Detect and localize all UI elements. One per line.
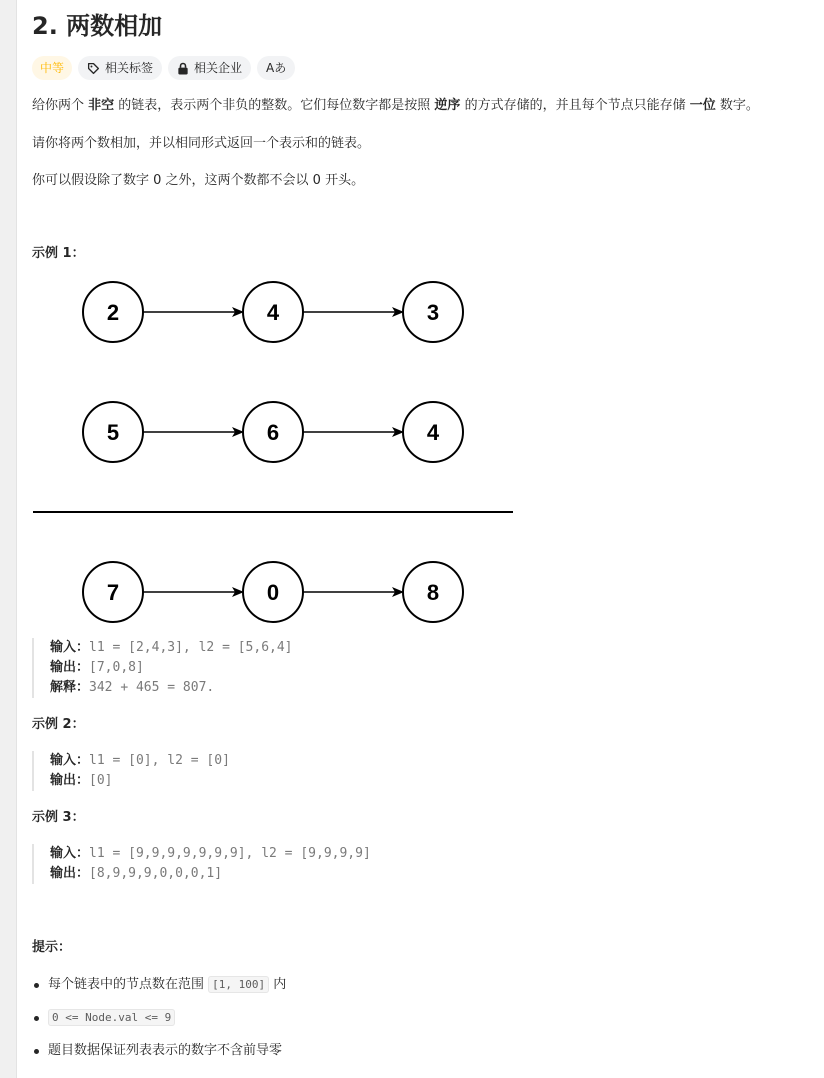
output-value: [0] <box>89 773 113 788</box>
desc-text: 给你两个 <box>32 98 89 113</box>
list-node-value: 8 <box>426 580 440 605</box>
desc-bold-nonempty: 非空 <box>88 98 115 113</box>
output-value: [7,0,8] <box>89 660 144 675</box>
related-tags-label: 相关标签 <box>105 61 154 75</box>
input-value: l1 = [2,4,3], l2 = [5,6,4] <box>89 640 293 655</box>
description-paragraph-3: 你可以假设除了数字 0 之外，这两个数都不会以 0 开头。 <box>32 173 365 188</box>
list-node-value: 4 <box>266 300 280 325</box>
input-label: 输入： <box>50 640 90 655</box>
example-2-input <box>50 751 230 771</box>
example-1-output <box>50 658 293 678</box>
hints-list <box>32 974 286 1073</box>
explanation-value: 342 + 465 = 807. <box>89 680 215 695</box>
problem-title: 2. 两数相加 <box>32 12 163 40</box>
hint-item <box>32 1040 286 1062</box>
hint-text: 内 <box>269 977 287 992</box>
example-3-input <box>50 844 371 864</box>
output-label: 输出： <box>50 866 90 881</box>
related-companies-label: 相关企业 <box>194 61 243 75</box>
example-3-output <box>50 864 371 884</box>
difficulty-label: 中等 <box>40 61 65 75</box>
example-2-code <box>32 751 230 791</box>
output-label: 输出： <box>50 660 90 675</box>
list-node-value: 7 <box>106 580 120 605</box>
related-tags-button[interactable] <box>78 56 162 80</box>
hints-heading: 提示： <box>32 940 72 955</box>
list-node-value: 6 <box>266 420 280 445</box>
explanation-label: 解释： <box>50 680 90 695</box>
desc-text: 数字。 <box>715 98 759 113</box>
example-1-code <box>32 638 293 698</box>
desc-bold-onedigit: 一位 <box>689 98 716 113</box>
tag-icon <box>87 62 100 75</box>
hint-code: [1, 100] <box>208 976 269 993</box>
tag-bar <box>32 56 295 80</box>
list-node-value: 0 <box>266 580 280 605</box>
example-1-explanation <box>50 678 293 698</box>
hint-item <box>32 974 286 996</box>
left-panel-edge <box>0 0 17 1078</box>
description-paragraph-2: 请你将两个数相加，并以相同形式返回一个表示和的链表。 <box>32 136 371 151</box>
example-1-diagram <box>32 272 532 632</box>
example-1-heading: 示例 1： <box>32 246 85 261</box>
list-node-value: 4 <box>426 420 440 445</box>
desc-text: 的方式存储的，并且每个节点只能存储 <box>460 98 690 113</box>
input-value: l1 = [9,9,9,9,9,9,9], l2 = [9,9,9,9] <box>89 846 371 861</box>
hint-text: 题目数据保证列表表示的数字不含前导零 <box>48 1043 283 1058</box>
example-2-output <box>50 771 230 791</box>
list-node-value: 2 <box>106 300 120 325</box>
example-1-input <box>50 638 293 658</box>
list-node-value: 3 <box>426 300 440 325</box>
input-value: l1 = [0], l2 = [0] <box>89 753 230 768</box>
translate-icon: Aあ <box>266 61 287 75</box>
lock-icon <box>177 62 189 75</box>
input-label: 输入： <box>50 846 90 861</box>
hint-item <box>32 1007 286 1029</box>
desc-bold-reverse: 逆序 <box>434 98 461 113</box>
output-value: [8,9,9,9,0,0,0,1] <box>89 866 223 881</box>
example-3-code <box>32 844 371 884</box>
description-paragraph-1 <box>32 96 759 116</box>
list-node-value: 5 <box>106 420 120 445</box>
hint-code: 0 <= Node.val <= 9 <box>48 1009 175 1026</box>
difficulty-badge <box>32 56 72 80</box>
desc-text: 的链表，表示两个非负的整数。它们每位数字都是按照 <box>114 98 435 113</box>
translate-button[interactable] <box>257 56 295 80</box>
example-3-heading: 示例 3： <box>32 810 85 825</box>
output-label: 输出： <box>50 773 90 788</box>
input-label: 输入： <box>50 753 90 768</box>
hint-text: 每个链表中的节点数在范围 <box>48 977 209 992</box>
related-companies-button[interactable] <box>168 56 251 80</box>
example-2-heading: 示例 2： <box>32 717 85 732</box>
